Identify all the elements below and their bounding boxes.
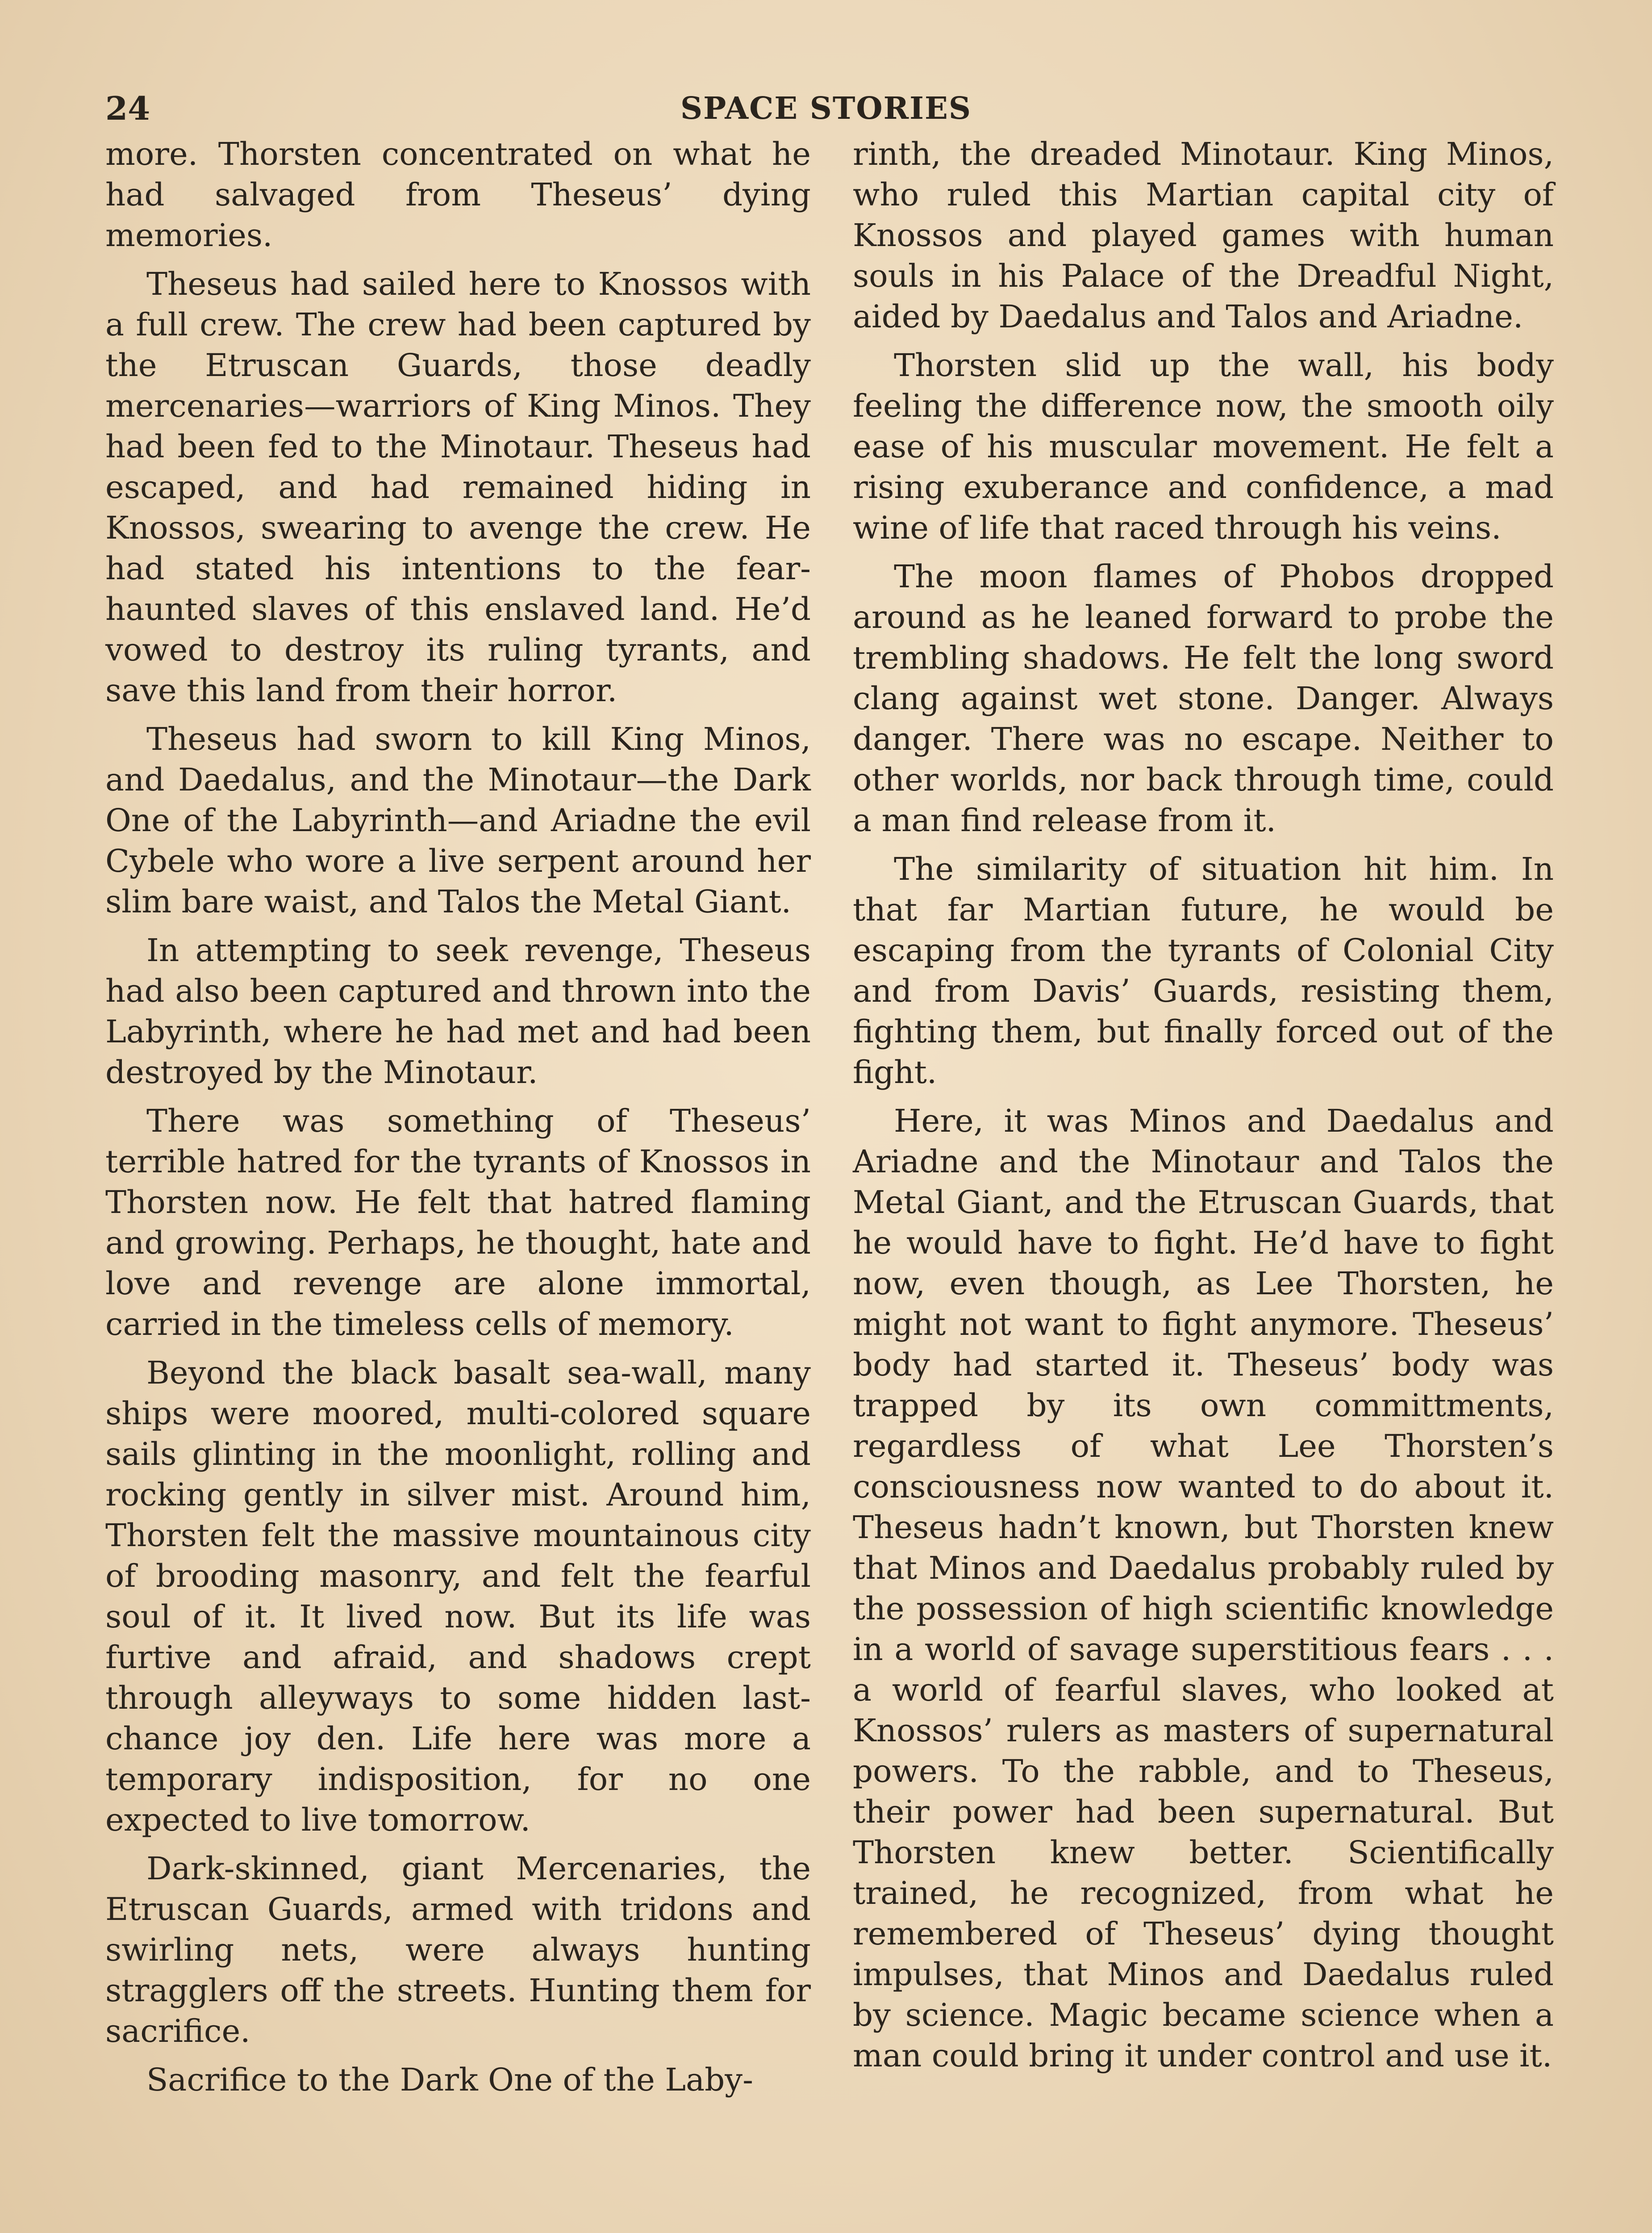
- right-column: [853, 134, 1554, 2084]
- paragraph: Theseus had sailed here to Knossos with a full crew. The crew had been captured by the Etruscan Guards, those deadly mercenaries—warriors of King Minos. They had been fed to the Minotaur. Theseus had escaped, and had remained hiding in Knossos, swearing to avenge the crew. He had stated his intentions to the fear-haunted slaves of this enslaved land. He’d vowed to destroy its ruling tyrants, and save this land from their horror.: [105, 266, 811, 709]
- paragraph: Theseus had sworn to kill King Minos, and Daedalus, and the Minotaur—the Dark One of the Labyrinth—and Ariadne the evil Cybele who wore a live serpent around her slim bare waist, and Talos the Metal Giant.: [105, 721, 811, 920]
- running-head: SPACE STORIES: [680, 91, 972, 126]
- paragraph: Here, it was Minos and Daedalus and Ariadne and the Minotaur and Talos the Metal Giant, and the Etruscan Guards, that he would have to fight. He’d have to fight now, even though, as Lee Thorsten, he might not want to fight anymore. Theseus’ body had started it. Theseus’ body was trapped by its own committments, regardless of what Lee Thorsten’s consciousness now wanted to do about it. Theseus hadn’t known, but Thorsten knew that Minos and Daedalus probably ruled by the possession of high scientific knowledge in a world of savage superstitious fears . . . a world of fearful slaves, who looked at Knossos’ rulers as masters of supernatural powers. To the rabble, and to Theseus, their power had been supernatural. But Thorsten knew better. Scientifically trained, he recognized, from what he remembered of Theseus’ dying thought impulses, that Minos and Daedalus ruled by science. Magic became science when a man could bring it under control and use it.: [853, 1103, 1554, 2074]
- paragraph: Sacrifice to the Dark One of the Laby-: [146, 2062, 753, 2098]
- paragraph: In attempting to seek revenge, Theseus had also been captured and thrown into the Labyrinth, where he had met and had been destroyed by the Minotaur.: [105, 932, 811, 1091]
- page-header: [105, 88, 1547, 129]
- paragraph: Beyond the black basalt sea-wall, many ships were moored, multi-colored square sails glinting in the moonlight, rolling and rocking gently in silver mist. Around him, Thorsten felt the massive mountainous city of brooding masonry, and felt the fearful soul of it. It lived now. But its life was furtive and afraid, and shadows crept through alleyways to some hidden last-chance joy den. Life here was more a temporary indisposition, for no one expected to live tomorrow.: [105, 1355, 811, 1838]
- paragraph: rinth, the dreaded Minotaur. King Minos, who ruled this Martian capital city of Knossos and played games with human souls in his Palace of the Dreadful Night, aided by Daedalus and Talos and Ariadne.: [853, 136, 1554, 335]
- left-column: [105, 134, 811, 2108]
- paragraph: Thorsten slid up the wall, his body feeling the difference now, the smooth oily ease of his muscular movement. He felt a rising exuberance and confidence, a mad wine of life that raced through his veins.: [853, 347, 1554, 546]
- paragraph: more. Thorsten concentrated on what he had salvaged from Theseus’ dying memories.: [105, 136, 811, 254]
- paragraph: The moon flames of Phobos dropped around as he leaned forward to probe the trembling shadows. He felt the long sword clang against wet stone. Danger. Always danger. There was no escape. Neither to other worlds, nor back through time, could a man find release from it.: [853, 558, 1554, 839]
- page-number: 24: [105, 89, 150, 127]
- paragraph: There was something of Theseus’ terrible hatred for the tyrants of Knossos in Thorsten now. He felt that hatred flaming and growing. Perhaps, he thought, hate and love and revenge are alone immortal, carried in the timeless cells of memory.: [105, 1103, 811, 1342]
- paragraph: Dark-skinned, giant Mercenaries, the Etruscan Guards, armed with tridons and swirling nets, were always hunting stragglers off the streets. Hunting them for sacrifice.: [105, 1850, 811, 2049]
- paragraph: The similarity of situation hit him. In that far Martian future, he would be escaping from the tyrants of Colonial City and from Davis’ Guards, resisting them, fighting them, but finally forced out of the fight.: [853, 851, 1554, 1091]
